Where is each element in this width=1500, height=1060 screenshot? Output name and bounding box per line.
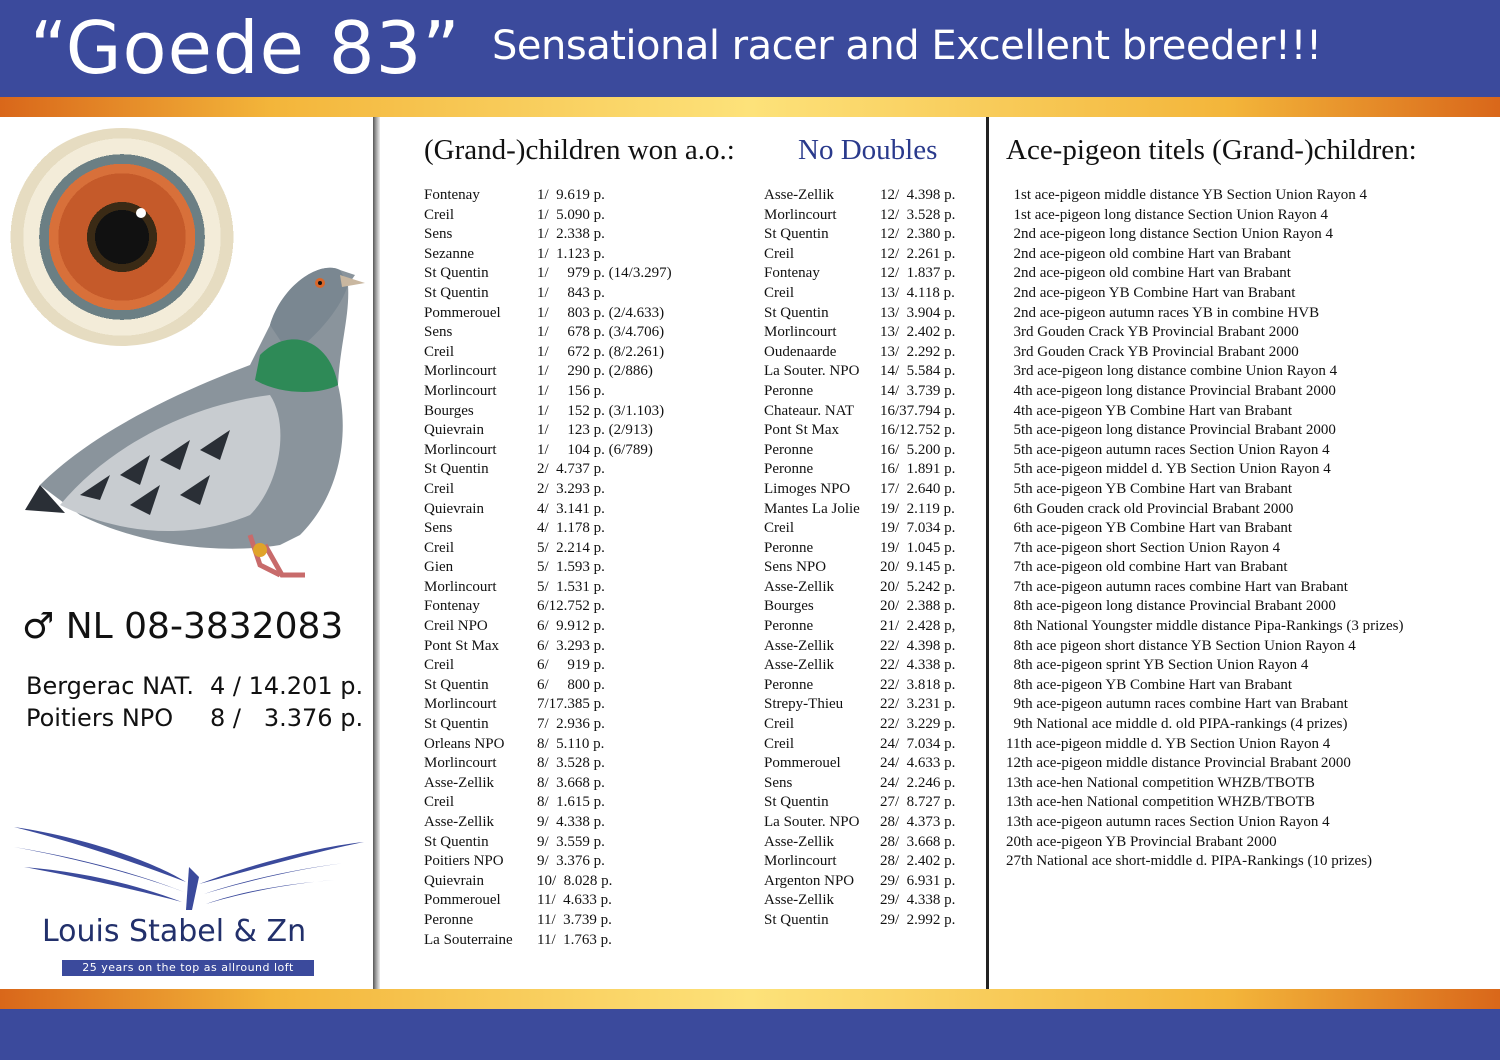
race-result: 29/ 4.338 p.	[880, 892, 956, 909]
race-place: Morlincourt	[424, 382, 497, 399]
race-result: 1/ 104 p. (6/789)	[537, 441, 653, 458]
race-place: St Quentin	[424, 833, 489, 850]
ace-title: 9th National ace middle d. old PIPA-rankings (4 prizes)	[1006, 716, 1348, 733]
race-result: 1/ 843 p.	[537, 284, 605, 301]
race-place: Sens	[424, 324, 453, 341]
ace-title: 8th ace pigeon short distance YB Section Union Rayon 4	[1006, 637, 1356, 654]
gold-band-top	[0, 97, 1500, 117]
race-place: Sens	[424, 520, 453, 537]
ring-number: ♂ NL 08-3832083	[22, 606, 344, 647]
race-result: 20/ 5.242 p.	[880, 578, 956, 595]
race-name: Poitiers NPO	[26, 704, 174, 732]
race-result: 7/17.385 p.	[537, 696, 605, 713]
race-place: Morlincourt	[424, 578, 497, 595]
race-place: Morlincourt	[764, 206, 837, 223]
race-result: 24/ 2.246 p.	[880, 774, 956, 791]
race-place: La Souterraine	[424, 931, 513, 948]
race-place: Pommerouel	[764, 755, 841, 772]
race-place: Peronne	[764, 441, 814, 458]
race-result: 4/ 3.141 p.	[537, 500, 605, 517]
race-place: Quievrain	[424, 500, 484, 517]
footer-banner	[0, 1009, 1500, 1060]
pigeon-image	[20, 245, 380, 595]
race-place: Peronne	[764, 676, 814, 693]
race-place: Fontenay	[424, 187, 480, 203]
race-result: 1/ 9.619 p.	[537, 187, 605, 203]
race-place: Creil	[424, 794, 454, 811]
race-place: Pommerouel	[424, 892, 501, 909]
race-result: 1/ 1.123 p.	[537, 245, 605, 262]
ace-title: 5th ace-pigeon autumn races Section Union Rayon 4	[1006, 441, 1330, 458]
result-line	[26, 704, 363, 732]
race-place: Orleans NPO	[424, 735, 505, 752]
race-place: Bourges	[764, 598, 814, 615]
race-place: Creil	[424, 206, 454, 223]
race-result: 10/ 8.028 p.	[537, 872, 613, 889]
race-place: Strepy-Thieu	[764, 696, 844, 713]
race-result: 1/ 979 p. (14/3.297)	[537, 265, 672, 282]
race-place: St Quentin	[424, 284, 489, 301]
race-result: 6/ 9.912 p.	[537, 618, 605, 635]
race-result: 27/ 8.727 p.	[880, 794, 956, 811]
race-place: Asse-Zellik	[764, 637, 834, 654]
ace-title: 27th National ace short-middle d. PIPA-Rankings (10 prizes)	[1006, 853, 1373, 870]
race-result: 19/ 1.045 p.	[880, 539, 956, 556]
ace-title: 1st ace-pigeon middle distance YB Section Union Rayon 4	[1006, 187, 1368, 203]
ace-title: 5th ace-pigeon long distance Provincial Brabant 2000	[1006, 422, 1336, 439]
race-result: 1/ 152 p. (3/1.103)	[537, 402, 665, 419]
race-result: 22/ 3.231 p.	[880, 696, 956, 713]
ace-title: 3rd Gouden Crack YB Provincial Brabant 2000	[1006, 343, 1299, 360]
race-place: Creil	[764, 716, 794, 733]
race-result: 20/ 9.145 p.	[880, 559, 956, 576]
race-place: St Quentin	[764, 304, 829, 321]
race-result: 12/ 3.528 p.	[880, 206, 956, 223]
race-place: La Souter. NPO	[764, 363, 860, 380]
race-place: Oudenaarde	[764, 343, 837, 360]
race-place: Peronne	[424, 911, 474, 928]
race-place: Quievrain	[424, 422, 484, 439]
race-place: St Quentin	[764, 794, 829, 811]
ace-title: 8th ace-pigeon long distance Provincial Brabant 2000	[1006, 598, 1336, 615]
race-place: Creil	[764, 284, 794, 301]
race-place: St Quentin	[764, 911, 829, 928]
race-place: Morlincourt	[764, 324, 837, 341]
race-result: 16/ 5.200 p.	[880, 441, 956, 458]
race-place: Creil	[764, 245, 794, 262]
race-result: 29/ 6.931 p.	[880, 872, 956, 889]
race-result: 1/ 156 p.	[537, 382, 605, 399]
race-result: 20/ 2.388 p.	[880, 598, 956, 615]
ace-title: 9th ace-pigeon autumn races combine Hart van Brabant	[1006, 696, 1348, 713]
ace-title: 7th ace-pigeon autumn races combine Hart van Brabant	[1006, 578, 1348, 595]
race-place: Peronne	[764, 382, 814, 399]
wings-icon	[14, 822, 364, 917]
ace-title: 5th ace-pigeon YB Combine Hart van Brabant	[1006, 480, 1293, 497]
ace-title: 2nd ace-pigeon old combine Hart van Brabant	[1006, 265, 1291, 282]
race-result: 1/ 290 p. (2/886)	[537, 363, 653, 380]
race-place: La Souter. NPO	[764, 814, 860, 830]
race-result: 6/ 800 p.	[537, 676, 605, 693]
race-result: 19/ 2.119 p.	[880, 500, 955, 517]
race-result: 22/ 4.338 p.	[880, 657, 956, 674]
ace-title: 13th ace-hen National competition WHZB/TBOTB	[1006, 774, 1315, 791]
race-place: Sens	[424, 226, 453, 243]
race-place: Asse-Zellik	[764, 892, 834, 909]
race-result: 5/ 2.214 p.	[537, 539, 605, 556]
race-place: Creil	[424, 343, 454, 360]
ace-title: 20th ace-pigeon YB Provincial Brabant 2000	[1006, 833, 1277, 850]
children-heading-text: (Grand-)children won a.o.:	[424, 134, 735, 166]
race-place: St Quentin	[764, 226, 829, 243]
race-place: Creil	[764, 735, 794, 752]
no-doubles-note: No Doubles	[798, 134, 938, 166]
children-heading	[424, 134, 938, 167]
race-result: 13/ 2.292 p.	[880, 343, 956, 360]
ace-titles-list	[1006, 186, 1403, 872]
race-result: 14/ 5.584 p.	[880, 363, 956, 380]
race-name: Bergerac NAT.	[26, 672, 195, 700]
race-place: Sens	[764, 774, 793, 791]
race-place: Sezanne	[424, 245, 474, 262]
race-result: 16/12.752 p.	[880, 422, 956, 439]
ace-title: 3rd ace-pigeon long distance combine Union Rayon 4	[1006, 363, 1338, 380]
race-place: Creil NPO	[424, 618, 488, 635]
header-banner	[0, 0, 1500, 97]
race-place: Bourges	[424, 402, 474, 419]
race-place: Asse-Zellik	[424, 774, 494, 791]
race-place: Asse-Zellik	[764, 833, 834, 850]
race-result: 5/ 1.531 p.	[537, 578, 605, 595]
race-place: Morlincourt	[424, 441, 497, 458]
race-place: Asse-Zellik	[764, 187, 834, 203]
race-result: 8/ 1.615 p.	[537, 794, 605, 811]
race-place: Pommerouel	[424, 304, 501, 321]
race-result: 28/ 3.668 p.	[880, 833, 956, 850]
page-subtitle: Sensational racer and Excellent breeder!!!	[492, 23, 1322, 69]
race-result: 24/ 7.034 p.	[880, 735, 956, 752]
race-place: Peronne	[764, 461, 814, 478]
race-result: 28/ 2.402 p.	[880, 853, 956, 870]
race-result: 2/ 3.293 p.	[537, 480, 605, 497]
race-result: 11/ 4.633 p.	[537, 892, 612, 909]
race-place: Pont St Max	[424, 637, 500, 654]
race-place: St Quentin	[424, 265, 489, 282]
race-result: 2/ 4.737 p.	[537, 461, 605, 478]
race-result: 1/ 803 p. (2/4.633)	[537, 304, 665, 321]
race-result: 12/ 2.380 p.	[880, 226, 956, 243]
race-place: Quievrain	[424, 872, 484, 889]
race-place: Creil	[764, 520, 794, 537]
race-place: Asse-Zellik	[764, 657, 834, 674]
ace-title: 12th ace-pigeon middle distance Provincial Brabant 2000	[1006, 755, 1351, 772]
race-place: Morlincourt	[764, 853, 837, 870]
ace-title: 7th ace-pigeon old combine Hart van Brabant	[1006, 559, 1288, 576]
race-result: 4 / 14.201 p.	[210, 672, 364, 700]
race-result: 5/ 1.593 p.	[537, 559, 605, 576]
race-place: Asse-Zellik	[764, 578, 834, 595]
race-result: 9/ 3.559 p.	[537, 833, 605, 850]
ace-title: 8th ace-pigeon YB Combine Hart van Brabant	[1006, 676, 1293, 693]
result-line	[26, 672, 363, 700]
loft-logo	[14, 822, 364, 982]
race-result: 1/ 123 p. (2/913)	[537, 422, 653, 439]
race-result: 16/37.794 p.	[880, 402, 956, 419]
race-result: 9/ 3.376 p.	[537, 853, 605, 870]
ace-title: 8th ace-pigeon sprint YB Section Union Rayon 4	[1006, 657, 1309, 674]
race-result: 17/ 2.640 p.	[880, 480, 956, 497]
race-place: Morlincourt	[424, 755, 497, 772]
race-place: Poitiers NPO	[424, 853, 504, 870]
race-place: St Quentin	[424, 716, 489, 733]
race-result: 14/ 3.739 p.	[880, 382, 956, 399]
race-result: 12/ 2.261 p.	[880, 245, 956, 262]
ace-title: 6th ace-pigeon YB Combine Hart van Brabant	[1006, 520, 1293, 537]
race-place: Mantes La Jolie	[764, 500, 860, 517]
race-place: Argenton NPO	[764, 872, 855, 889]
ace-title: 13th ace-hen National competition WHZB/TBOTB	[1006, 794, 1315, 811]
ace-title: 3rd Gouden Crack YB Provincial Brabant 2000	[1006, 324, 1299, 341]
ace-title: 5th ace-pigeon middel d. YB Section Union Rayon 4	[1006, 461, 1331, 478]
race-result: 19/ 7.034 p.	[880, 520, 956, 537]
race-result: 8 / 3.376 p.	[210, 704, 364, 732]
ace-title: 2nd ace-pigeon autumn races YB in combine HVB	[1006, 304, 1320, 321]
race-result: 8/ 5.110 p.	[537, 735, 605, 752]
gold-band-bottom	[0, 989, 1500, 1009]
race-place: Creil	[424, 657, 454, 674]
race-place: Fontenay	[764, 265, 820, 282]
race-result: 12/ 4.398 p.	[880, 187, 956, 203]
race-result: 29/ 2.992 p.	[880, 911, 956, 928]
ace-title: 4th ace-pigeon long distance Provincial Brabant 2000	[1006, 382, 1336, 399]
race-result: 7/ 2.936 p.	[537, 716, 605, 733]
race-place: St Quentin	[424, 461, 489, 478]
race-result: 28/ 4.373 p.	[880, 814, 956, 830]
race-result: 1/ 672 p. (8/2.261)	[537, 343, 665, 360]
race-result: 1/ 5.090 p.	[537, 206, 605, 223]
race-place: Sens NPO	[764, 559, 827, 576]
race-result: 24/ 4.633 p.	[880, 755, 956, 772]
race-result: 11/ 1.763 p.	[537, 931, 612, 948]
race-result: 11/ 3.739 p.	[537, 911, 612, 928]
race-result: 21/ 2.428 p,	[880, 618, 956, 635]
race-place: Creil	[424, 539, 454, 556]
race-result: 16/ 1.891 p.	[880, 461, 956, 478]
race-result: 8/ 3.528 p.	[537, 755, 605, 772]
ace-title: 2nd ace-pigeon long distance Section Union Rayon 4	[1006, 226, 1334, 243]
race-result: 9/ 4.338 p.	[537, 814, 605, 830]
page-title: “Goede 83”	[30, 6, 461, 90]
race-place: St Quentin	[424, 676, 489, 693]
loft-name: Louis Stabel & Zn	[42, 914, 307, 949]
race-result: 8/ 3.668 p.	[537, 774, 605, 791]
race-result: 4/ 1.178 p.	[537, 520, 605, 537]
race-result: 6/ 919 p.	[537, 657, 605, 674]
race-place: Peronne	[764, 618, 814, 635]
race-result: 6/12.752 p.	[537, 598, 605, 615]
loft-tagline: 25 years on the top as allround loft	[62, 960, 314, 976]
race-result: 13/ 3.904 p.	[880, 304, 956, 321]
race-result: 6/ 3.293 p.	[537, 637, 605, 654]
race-place: Peronne	[764, 539, 814, 556]
race-place: Limoges NPO	[764, 480, 851, 497]
ace-title: 6th Gouden crack old Provincial Brabant 2000	[1006, 500, 1294, 517]
ace-title: 2nd ace-pigeon old combine Hart van Brabant	[1006, 245, 1291, 262]
race-place: Asse-Zellik	[424, 814, 494, 830]
ace-title: 7th ace-pigeon short Section Union Rayon 4	[1006, 539, 1281, 556]
race-result: 13/ 4.118 p.	[880, 284, 955, 301]
race-result: 22/ 3.818 p.	[880, 676, 956, 693]
race-place: Gien	[424, 559, 454, 576]
ace-title: 13th ace-pigeon autumn races Section Union Rayon 4	[1006, 814, 1330, 830]
race-result: 1/ 2.338 p.	[537, 226, 605, 243]
race-result: 12/ 1.837 p.	[880, 265, 956, 282]
race-place: Fontenay	[424, 598, 480, 615]
ace-title: 1st ace-pigeon long distance Section Union Rayon 4	[1006, 206, 1329, 223]
ace-title: 2nd ace-pigeon YB Combine Hart van Brabant	[1006, 284, 1296, 301]
ace-title: 8th National Youngster middle distance Pipa-Rankings (3 prizes)	[1006, 618, 1404, 635]
race-place: Chateaur. NAT	[764, 402, 854, 419]
ace-title: 11th ace-pigeon middle d. YB Section Union Rayon 4	[1006, 735, 1331, 752]
ace-title: 4th ace-pigeon YB Combine Hart van Brabant	[1006, 402, 1293, 419]
ace-heading: Ace-pigeon titels (Grand-)children:	[1006, 134, 1417, 166]
race-result: 22/ 3.229 p.	[880, 716, 956, 733]
race-place: Morlincourt	[424, 696, 497, 713]
race-result: 22/ 4.398 p.	[880, 637, 956, 654]
race-result: 13/ 2.402 p.	[880, 324, 956, 341]
race-place: Pont St Max	[764, 422, 840, 439]
column-divider-right	[986, 117, 989, 989]
race-result: 1/ 678 p. (3/4.706)	[537, 324, 665, 341]
race-place: Creil	[424, 480, 454, 497]
race-place: Morlincourt	[424, 363, 497, 380]
